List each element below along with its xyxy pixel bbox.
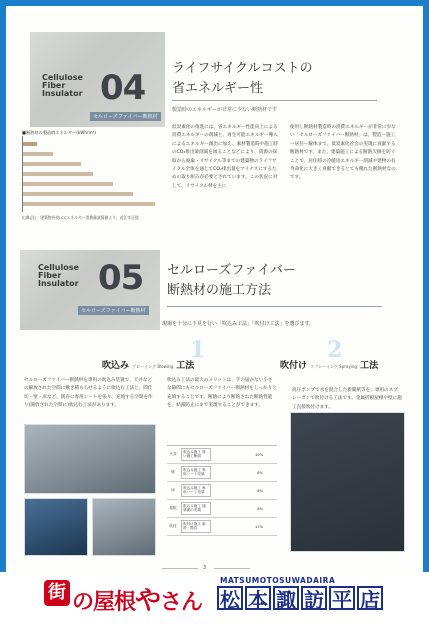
table-cell: 8% bbox=[257, 470, 263, 475]
section-04-badge bbox=[30, 32, 165, 127]
method-1-title-b: 工法 bbox=[176, 361, 195, 371]
chart-bar bbox=[23, 202, 155, 206]
brand-logo-text-ya: や bbox=[135, 586, 161, 616]
method-1-title-a: 吹込み bbox=[102, 361, 130, 371]
badge-line-1: Cellulose bbox=[42, 73, 83, 82]
table-cell: 吹付け施工 新設・既存 bbox=[181, 520, 211, 533]
brand-logo-mark: 街 bbox=[44, 580, 70, 606]
table-cell: 吹込み施工 専用シート充填 bbox=[181, 484, 211, 497]
section-number: 05 bbox=[98, 258, 144, 298]
chart-bar bbox=[23, 192, 133, 196]
section-04-column-1: 低炭素化の推進には、省エネルギー性能向上による消費エネルギーの削減と、再生可能エネルギー導入によるエネルギー創出に加え、素材製造時や施工時のCO₂排出量削減を図ることなどにより、資源の採取から廃棄・リサイクル等までの建築物のライフサイクル全体を通じてCO₂排出量をマイナスにするための取り組みが必要とされています。この状況に対して、リサイクル材を主に bbox=[172, 125, 278, 189]
table-cell: 8% bbox=[257, 488, 263, 493]
table-cell: 吹込み施工 傾斜面の充填 bbox=[181, 502, 211, 515]
table-cell: 17% bbox=[255, 524, 263, 529]
badge-subtitle: セルローズファイバー断熱材 bbox=[90, 112, 161, 121]
spraying-photo bbox=[290, 412, 405, 552]
table-row bbox=[167, 500, 277, 518]
page-number-rule-right bbox=[214, 568, 250, 569]
table-cell: 吹込み施工 専用シート充填 bbox=[181, 466, 211, 479]
section-05-badge bbox=[20, 250, 160, 330]
method-2-title-a: 吹付け bbox=[280, 361, 308, 371]
energy-bar-chart bbox=[22, 136, 162, 212]
section-04-column-2: 使用し断熱材製造時の消費エネルギーが非常に少ない「セルローズファイバー断熱材」は、製造ー施工ー居住ー解体まで、低炭素化社会の実現に貢献する断熱材です。また、建築施工による断熱欠損を防ぐことで、居住時の冷暖房エネルギー削減や建物の長寿命化に大きく貢献できるとても優れた断熱材なのです。 bbox=[290, 125, 396, 181]
section-number: 04 bbox=[100, 68, 146, 108]
section-04-title-rule bbox=[172, 100, 377, 101]
chart-bar bbox=[23, 142, 37, 146]
construction-table bbox=[167, 445, 277, 536]
brand-logo-text-a: の屋根 bbox=[72, 590, 136, 615]
table-row bbox=[167, 464, 277, 482]
section-05-title-rule bbox=[167, 306, 382, 307]
chart-bar bbox=[23, 162, 81, 166]
badge-line-2: Fiber bbox=[38, 271, 62, 280]
store-name-romaji: MATSUMOTOSUWADAIRA bbox=[220, 576, 336, 585]
badge-line-3: Insulator bbox=[38, 279, 79, 288]
store-name-char: 諏 bbox=[273, 586, 299, 610]
section-05-title-line-1: セルローズファイバー bbox=[167, 263, 296, 278]
worker-photo bbox=[24, 498, 88, 556]
section-04-title-line-1: ライフサイクルコストの bbox=[172, 61, 313, 76]
method-2-title bbox=[280, 358, 378, 371]
table-cell: 8% bbox=[257, 506, 263, 511]
ceiling-insulation-photo bbox=[24, 424, 156, 494]
method-2-kana: スプレーイング Spraying bbox=[310, 364, 357, 369]
store-name-char: 平 bbox=[329, 586, 355, 610]
store-name-char: 本 bbox=[245, 586, 271, 610]
method-2-title-b: 工法 bbox=[360, 361, 379, 371]
brochure-page bbox=[12, 12, 417, 572]
brand-logo-text bbox=[72, 580, 202, 617]
method-1-title bbox=[102, 358, 194, 371]
table-row bbox=[167, 482, 277, 500]
table-row bbox=[167, 518, 277, 536]
section-04-title-line-2: 省エネルギー性 bbox=[172, 81, 264, 96]
store-footer bbox=[0, 572, 429, 640]
section-05-column-1: セルローズファイバー断熱材を専用の吹込み装置で、天井などの解放された空間に敷き積もらせるように吹込む工法と、間仕切・壁・床など、既存に専用シートを張り、充填する空間を作り(開放された空間に)吹込む工法があります。 bbox=[24, 378, 153, 409]
table-cell: 壁 bbox=[171, 470, 175, 474]
section-05-title-line-2: 断熱材の施工方法 bbox=[167, 283, 272, 298]
table-cell: 床 bbox=[171, 488, 175, 492]
page-number-rule-left bbox=[162, 568, 198, 569]
store-name-kanji bbox=[217, 586, 383, 610]
store-name-char: 訪 bbox=[301, 586, 327, 610]
wall-insulation-photo bbox=[92, 498, 156, 556]
badge-line-3: Insulator bbox=[42, 89, 83, 98]
store-name-char: 店 bbox=[357, 586, 383, 610]
section-05-column-2: 吹込み工法の最大のメリットは、手の届かない小さな隙間にもセルローズファイバー断熱材をしっかりと充填することです。断熱により断熱された断熱性能を、結露防止にまで実現することができます。 bbox=[167, 378, 277, 409]
chart-bar bbox=[23, 172, 93, 176]
method-2-number: 2 bbox=[327, 337, 343, 363]
table-cell: 吹込み施工 厚い施工断面 bbox=[181, 448, 211, 461]
table-cell: 屋根 bbox=[169, 506, 177, 510]
badge-line-1: Cellulose bbox=[38, 263, 79, 272]
method-1-number: 1 bbox=[190, 337, 206, 363]
chart-title: ■断熱材の製造時エネルギー(kWh/m³) bbox=[22, 130, 96, 135]
section-05-column-3: 高圧ポンプで水を混合した新聞紙等を、専用のスプレーガンで吹付ける工法です。金属折板屋根や壁に施工直接吹付けます。 bbox=[292, 388, 402, 410]
table-cell: 吹付 bbox=[169, 524, 177, 528]
method-1-kana: ブローイング Blowing bbox=[132, 364, 174, 369]
chart-bar bbox=[23, 182, 113, 186]
brand-logo-text-b: さん bbox=[160, 590, 203, 615]
section-04-lead: 製造時のエネルギーが非常に少ない断熱材です bbox=[172, 107, 278, 113]
store-name-char: 松 bbox=[217, 586, 243, 610]
table-cell: 10% bbox=[255, 452, 263, 457]
chart-note: 出典(注)：建築物外皮LCCエネルギー消費量試算値より、近江幸正他 bbox=[22, 215, 139, 220]
badge-subtitle: セルローズファイバー断熱材 bbox=[78, 306, 149, 315]
chart-bar bbox=[23, 152, 53, 156]
badge-line-2: Fiber bbox=[42, 81, 66, 90]
table-cell: 天井 bbox=[169, 452, 177, 456]
section-05-intro: 現場を十分に下見を行い「吹込み工法」「吹付け工法」を選びます。 bbox=[162, 321, 315, 327]
page-number: 3 bbox=[203, 565, 207, 571]
table-row bbox=[167, 446, 277, 464]
